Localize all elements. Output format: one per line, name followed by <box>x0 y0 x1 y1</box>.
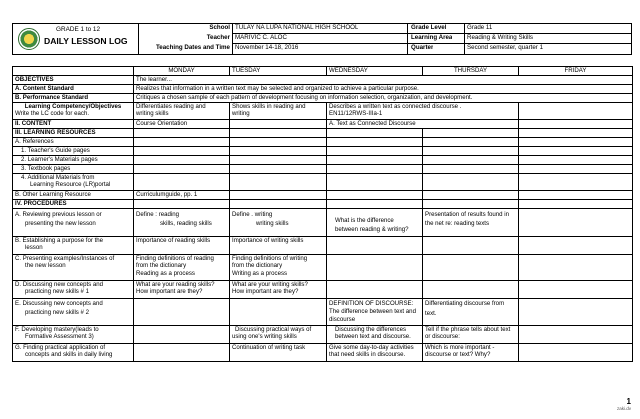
proc-a-label: A. Reviewing previous lesson or presenting the new lesson <box>13 209 134 237</box>
content-friday <box>519 120 633 129</box>
proc-e-row <box>13 299 633 326</box>
day-monday: MONDAY <box>134 67 230 76</box>
procedures-label: IV. PROCEDURES <box>13 200 134 209</box>
grade-label: Grade Level <box>411 24 447 31</box>
proc-c-row <box>13 255 633 281</box>
days-row <box>13 67 633 76</box>
proc-g-wednesday: Give some day-to-day activities that need skills in discourse. <box>327 344 423 362</box>
resources-row <box>13 129 633 138</box>
page-number: 1 <box>626 397 631 406</box>
proc-g-row <box>13 344 633 362</box>
proc-d-row <box>13 281 633 299</box>
references-label: A. References <box>13 138 134 147</box>
proc-b-row <box>13 237 633 255</box>
proc-g-label: G. Finding practical application of concepts and skills in daily living <box>13 344 134 362</box>
deped-seal-icon <box>18 28 40 50</box>
competency-wednesday: Describes a written text as connected discourse . EN11/12RWS-IIIa-1 <box>327 103 519 120</box>
day-thursday: THURSDAY <box>423 67 519 76</box>
proc-f-label: F. Developing mastery(leads to Formative Assessment 3) <box>13 326 134 344</box>
content-label: II. CONTENT <box>13 120 134 129</box>
proc-e-wednesday: DEFINITION OF DISCOURSE: The difference between text and discourse <box>327 299 423 326</box>
resources-label: III. LEARNING RESOURCES <box>13 129 134 138</box>
day-friday: FRIDAY <box>519 67 633 76</box>
proc-e-label: E. Discussing new concepts and practicing new skills # 2 <box>13 299 134 326</box>
content-tuesday <box>230 120 327 129</box>
competency-row <box>13 103 633 120</box>
performance-standard-row <box>13 94 633 103</box>
content-standard-label: A. Content Standard <box>13 85 134 94</box>
quarter-value: Second semester, quarter 1 <box>467 44 544 51</box>
quarter-label: Quarter <box>411 44 434 51</box>
proc-a-monday: Define : reading skills, reading skills <box>134 209 230 237</box>
proc-g-thursday: Which is more important - discourse or text? Why? <box>423 344 519 362</box>
other-resource-label: B. Other Learning Resource <box>13 191 134 200</box>
content-standard-value: Realizes that information in a written text may be selected and organized to achieve a particular purpose. <box>134 85 633 94</box>
watermark: zaki.dv <box>616 406 631 411</box>
proc-c-monday: Finding definitions of reading from the dictionary Reading as a process <box>134 255 230 281</box>
proc-g-tuesday: Continuation of writing task <box>230 344 327 362</box>
content-wednesday: A. Text as Connected Discourse <box>327 120 519 129</box>
teacher-value: MARIVIC C. ALOC <box>235 34 287 41</box>
proc-d-tuesday: What are your writing skills? How important are they? <box>230 281 327 299</box>
objectives-value: The learner... <box>134 76 633 85</box>
competency-tuesday: Shows skills in reading and writing <box>230 103 327 120</box>
objectives-row <box>13 76 633 85</box>
header-divider <box>464 23 465 55</box>
other-resource-row <box>13 191 633 200</box>
proc-a-thursday: Presentation of results found in the net re: reading texts <box>423 209 519 237</box>
school-value: TULAY NA LUPA NATIONAL HIGH SCHOOL <box>235 24 359 31</box>
dates-value: November 14-18, 2016 <box>235 44 299 51</box>
teacher-label: Teacher <box>206 34 230 41</box>
day-wednesday: WEDNESDAY <box>327 67 423 76</box>
proc-f-thursday: Tell if the phrase tells about text or discourse: <box>423 326 519 344</box>
proc-c-label: C. Presenting examples/Instances of the new lesson <box>13 255 134 281</box>
day-tuesday: TUESDAY <box>230 67 327 76</box>
references-row <box>13 138 633 147</box>
competency-monday: Differentiates reading and writing skills <box>134 103 230 120</box>
ref-additional-materials: 4. Additional Materials from Learning Resource (LR)portal <box>13 174 134 191</box>
proc-c-tuesday: Finding definitions of writing from the dictionary Writing as a process <box>230 255 327 281</box>
proc-f-wednesday: Discussing the differences between text and discourse. <box>327 326 423 344</box>
page-title: DAILY LESSON LOG <box>44 36 128 46</box>
proc-b-monday: Importance of reading skills <box>134 237 230 255</box>
proc-d-label: D. Discussing new concepts and practicing new skills # 1 <box>13 281 134 299</box>
proc-e-thursday: Differentiating discourse from text. <box>423 299 519 326</box>
other-resource-monday: Curriculumguide, pp. 1 <box>134 191 230 200</box>
ref-textbook: 3. Textbook pages <box>13 165 134 174</box>
proc-f-tuesday: Discussing practical ways of using one's writing skills <box>230 326 327 344</box>
ref-tg-row <box>13 147 633 156</box>
proc-f-row <box>13 326 633 344</box>
school-label: School <box>209 24 230 31</box>
proc-b-label: B. Establishing a purpose for the lesson <box>13 237 134 255</box>
proc-a-wednesday: What is the difference between reading & writing? <box>327 209 423 237</box>
proc-a-tuesday: Define . writing writing skills <box>230 209 327 237</box>
ref-teachers-guide: 1. Teacher's Guide pages <box>13 147 134 156</box>
content-row <box>13 120 633 129</box>
lesson-log-table <box>12 66 633 362</box>
performance-standard-label: B. Performance Standard <box>13 94 134 103</box>
area-label: Learning Area <box>411 34 453 41</box>
procedures-row <box>13 200 633 209</box>
corner-cell <box>13 67 134 76</box>
grade-range: GRADE 1 to 12 <box>56 26 101 33</box>
proc-a-row <box>13 209 633 237</box>
proc-a-friday <box>519 209 633 237</box>
proc-b-tuesday: Importance of writing skills <box>230 237 327 255</box>
grade-value: Grade 11 <box>467 24 493 31</box>
area-value: Reading & Writing Skills <box>467 34 533 41</box>
objectives-label: OBJECTIVES <box>13 76 134 85</box>
competency-friday <box>519 103 633 120</box>
content-monday: Course Orientation <box>134 120 230 129</box>
dates-label: Teaching Dates and Time <box>155 44 230 51</box>
proc-d-monday: What are your reading skills? How important are they? <box>134 281 230 299</box>
competency-label: Learning Competency/Objectives Write the LC code for each. <box>13 103 134 120</box>
performance-standard-value: Critiques a chosen sample of each pattern of development focusing on information selection, organization, and development. <box>134 94 633 103</box>
content-standard-row <box>13 85 633 94</box>
ref-lr-row <box>13 174 633 191</box>
ref-lm-row <box>13 156 633 165</box>
ref-learners-materials: 2. Learner's Materials pages <box>13 156 134 165</box>
ref-tb-row <box>13 165 633 174</box>
